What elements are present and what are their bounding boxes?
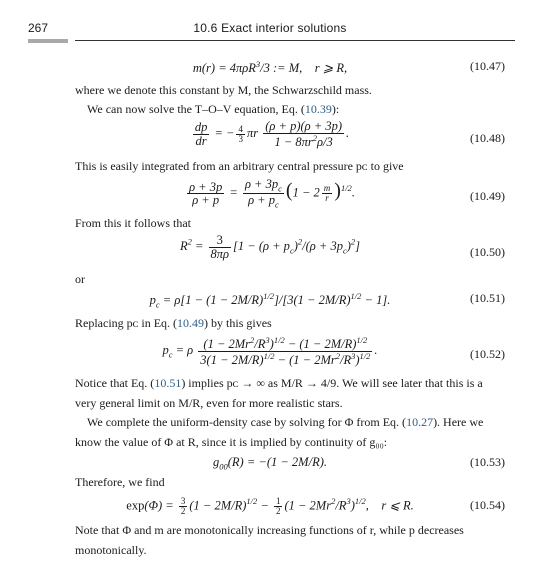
paragraph: From this it follows that (75, 216, 192, 230)
equation-10-47 (75, 60, 515, 76)
equation-10-53 (75, 456, 515, 472)
equation-link[interactable]: 10.39 (304, 102, 332, 116)
equation-number: (10.48) (470, 131, 505, 145)
header-rule (75, 40, 515, 41)
equation-10-49 (75, 178, 515, 214)
paragraph: Therefore, we find (75, 475, 165, 489)
equation-body: $\frac{dp}{dr}$ = − $\frac{4}{3}$ πr $\frac{(\rho + p)(\rho + 3p)}{1 - 8\pi r^2\rho/3}$ . (194, 119, 350, 149)
page-number: 267 (28, 21, 49, 35)
equation-number: (10.49) (470, 189, 505, 203)
paragraph: We can now solve the T–O–V equation, Eq. (10.39): (87, 102, 340, 116)
equation-number: (10.47) (470, 59, 505, 73)
equation-number: (10.52) (470, 347, 505, 361)
equation-10-50 (75, 234, 515, 270)
equation-10-54 (75, 497, 515, 515)
equation-body: $R^2$ = $\frac{3}{8\pi\rho}$ $[1 - (\rho + p_c)^2/(\rho + 3p_c)^2]$ (179, 233, 361, 261)
paragraph: where we denote this constant by M, the Schwarzschild mass. (75, 83, 372, 97)
paragraph: We complete the uniform-density case by solving for Φ from Eq. (10.27). Here we know the value of Φ at R, since it is implied by continuity of g₀₀: (75, 415, 484, 449)
equation-10-48 (75, 120, 515, 156)
equation-body: $g_{00}(R) = -(1 - 2M/R)$. (213, 455, 327, 472)
equation-body: $p_c = \rho$ $\frac{(1 - 2Mr^2/R^3)^{1/2} - (1 - 2M/R)^{1/2}}{3(1 - 2M/R)^{1/2} - (1 - 2Mr^2/R^3)^{1/2}}$ . (162, 335, 378, 367)
paragraph: This is easily integrated from an arbitrary central pressure pᴄ to give (75, 159, 404, 173)
equation-link[interactable]: 10.27 (406, 415, 434, 429)
header-accent-bar (28, 39, 68, 43)
equation-body: $\frac{\rho + 3p}{\rho + p}$ = $\frac{\rho + 3p_c}{\rho + p_c}$ (1 − 2 $\frac{m}{r}$ )$^{1/2}$. (189, 177, 355, 210)
equation-number: (10.51) (470, 291, 505, 305)
equation-10-51 (75, 292, 515, 308)
paragraph: Notice that Eq. (10.51) implies pᴄ → ∞ as M/R → 4/9. We will see later that this is a very general limit on M/R, even for more realistic stars. (75, 376, 483, 410)
equation-number: (10.54) (470, 498, 505, 512)
equation-body: $p_c = \rho[1 - (1 - 2M/R)^{1/2}]/[3(1 - 2M/R)^{1/2} - 1]$. (149, 291, 391, 310)
equation-body: exp(Φ) = $\frac{3}{2}$ $(1 - 2M/R)^{1/2}$ − $\frac{1}{2}$ $(1 - 2Mr^2/R^3)^{1/2}$, r ⩽ R. (126, 496, 414, 516)
equation-number: (10.50) (470, 245, 505, 259)
paragraph: or (75, 272, 85, 286)
running-header: 10.6 Exact interior solutions (193, 21, 347, 35)
equation-link[interactable]: 10.49 (177, 316, 205, 330)
equation-10-52 (75, 336, 515, 372)
equation-body: m(r) = 4πρR$^3$/3 := M, r ⩾ R, (192, 59, 348, 76)
paragraph: Note that Φ and m are monotonically increasing functions of r, while p decreases monotonically. (75, 523, 464, 557)
paragraph: Replacing pᴄ in Eq. (10.49) by this gives (75, 316, 272, 330)
equation-link[interactable]: 10.51 (154, 376, 182, 390)
equation-number: (10.53) (470, 455, 505, 469)
